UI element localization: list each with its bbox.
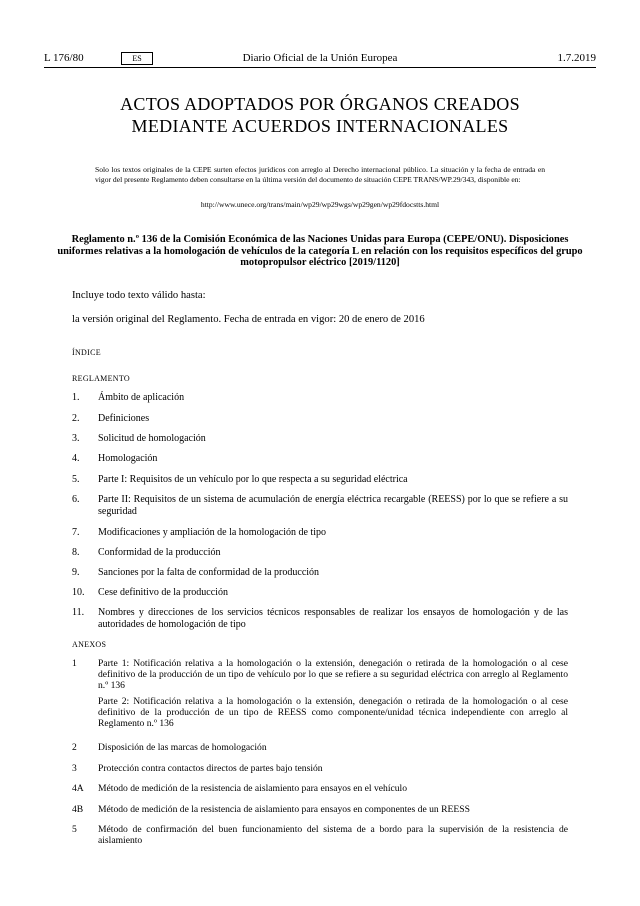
- annex-part-1: Parte 1: Notificación relativa a la homologación o la extensión, denegación o retirada de la homologación o al cese definitivo de la producción de un tipo de vehículo por lo que se refiere a su seguridad eléctrica con arreglo al Reglamento n.º 136: [98, 658, 568, 691]
- toc-item-text: Definiciones: [98, 413, 150, 424]
- toc-item-number: 4.: [72, 453, 80, 464]
- toc-item-text: Parte I: Requisitos de un vehículo por lo que respecta a su seguridad eléctrica: [98, 474, 408, 485]
- annex-part-2: Parte 2: Notificación relativa a la homologación o la extensión, denegación o retirada de la homologación o al cese definitivo de la producción de un tipo de REESS como componente/unidad técnica independiente con arreglo al Reglamento n.º 136: [98, 696, 568, 729]
- annex-item[interactable]: [72, 742, 568, 753]
- toc-item-number: 1.: [72, 392, 80, 403]
- annex-text: Método de confirmación del buen funcionamiento del sistema de a bordo para la supervisión de la resistencia de aislamiento: [98, 824, 568, 846]
- toc-item-number: 9.: [72, 567, 80, 578]
- toc-item[interactable]: [72, 413, 568, 425]
- toc-item-text: Cese definitivo de la producción: [98, 587, 228, 598]
- toc-item-number: 10.: [72, 587, 85, 598]
- document-title-line-1: ACTOS ADOPTADOS POR ÓRGANOS CREADOS: [120, 94, 520, 114]
- annex-item[interactable]: [72, 783, 568, 794]
- regulation-heading: REGLAMENTO: [72, 374, 130, 383]
- toc-item-text: Parte II: Requisitos de un sistema de acumulación de energía eléctrica recargable (REESS) por lo que se refiere a su seguridad: [98, 494, 568, 517]
- toc-item[interactable]: [72, 527, 568, 539]
- annex-number: 2: [72, 742, 77, 753]
- document-title: [44, 93, 596, 137]
- annex-item[interactable]: [72, 763, 568, 774]
- annex-text: Método de medición de la resistencia de aislamiento para ensayos en componentes de un REESS: [98, 804, 470, 815]
- document-title-line-2: MEDIANTE ACUERDOS INTERNACIONALES: [131, 116, 509, 136]
- annex-number: 5: [72, 824, 77, 835]
- toc-item[interactable]: [72, 494, 568, 517]
- toc-item[interactable]: [72, 567, 568, 579]
- annex-item[interactable]: [72, 804, 568, 815]
- annex-text: Protección contra contactos directos de partes bajo tensión: [98, 763, 323, 774]
- toc-item[interactable]: [72, 547, 568, 559]
- toc-item[interactable]: [72, 453, 568, 465]
- header-divider: [44, 67, 596, 68]
- toc-item-number: 5.: [72, 474, 80, 485]
- annexes-heading: ANEXOS: [72, 640, 107, 649]
- legal-notice: Solo los textos originales de la CEPE surten efectos jurídicos con arreglo al Derecho internacional público. La situación y la fecha de entrada en vigor del presente Reglamento deben consultarse en la última versión del documento de situación CEPE TRANS/WP.29/343, disponible en:: [95, 165, 545, 184]
- toc-item-number: 2.: [72, 413, 80, 424]
- status-document-link[interactable]: http://www.unece.org/trans/main/wp29/wp29wgs/wp29gen/wp29fdocstts.html: [200, 200, 440, 209]
- regulation-title: Reglamento n.º 136 de la Comisión Económica de las Naciones Unidas para Europa (CEPE/ONU). Disposiciones uniformes relativas a la homologación de vehículos de la categoría L en relación con los requisitos específicos del grupo motopropulsor eléctrico [2019/1120]: [57, 234, 583, 268]
- annex-item[interactable]: [72, 824, 568, 846]
- annex-number: 3: [72, 763, 77, 774]
- toc-item[interactable]: [72, 587, 568, 599]
- annex-item[interactable]: [72, 658, 568, 734]
- toc-item-number: 11.: [72, 607, 85, 618]
- toc-item[interactable]: [72, 474, 568, 486]
- toc-item[interactable]: [72, 433, 568, 445]
- annex-number: 4A: [72, 783, 84, 794]
- annex-number: 1: [72, 658, 77, 669]
- toc-item-text: Ámbito de aplicación: [98, 392, 185, 403]
- page-reference: L 176/80: [44, 52, 84, 64]
- toc-item-number: 8.: [72, 547, 80, 558]
- toc-item-number: 3.: [72, 433, 80, 444]
- original-version-text: la versión original del Reglamento. Fecha de entrada en vigor: 20 de enero de 2016: [72, 314, 425, 325]
- toc-item-text: Modificaciones y ampliación de la homologación de tipo: [98, 527, 326, 538]
- includes-text: Incluye todo texto válido hasta:: [72, 290, 206, 301]
- toc-item-text: Sanciones por la falta de conformidad de la producción: [98, 567, 320, 578]
- toc-item-number: 6.: [72, 494, 80, 505]
- toc-item-number: 7.: [72, 527, 80, 538]
- publication-date: 1.7.2019: [557, 52, 596, 64]
- journal-title: Diario Oficial de la Unión Europea: [242, 52, 398, 64]
- annex-number: 4B: [72, 804, 84, 815]
- toc-item[interactable]: [72, 607, 568, 630]
- page-header: [44, 52, 596, 68]
- toc-item-text: Conformidad de la producción: [98, 547, 221, 558]
- toc-item-text: Homologación: [98, 453, 158, 464]
- language-badge: ES: [121, 52, 153, 65]
- toc-item-text: Nombres y direcciones de los servicios técnicos responsables de realizar los ensayos de homologación y de las autoridades de homologación de tipo: [98, 607, 568, 630]
- annex-text: Disposición de las marcas de homologación: [98, 742, 267, 753]
- toc-item-text: Solicitud de homologación: [98, 433, 206, 444]
- toc-item[interactable]: [72, 392, 568, 404]
- annex-text: Método de medición de la resistencia de aislamiento para ensayos en el vehículo: [98, 783, 408, 794]
- index-heading: ÍNDICE: [72, 348, 101, 357]
